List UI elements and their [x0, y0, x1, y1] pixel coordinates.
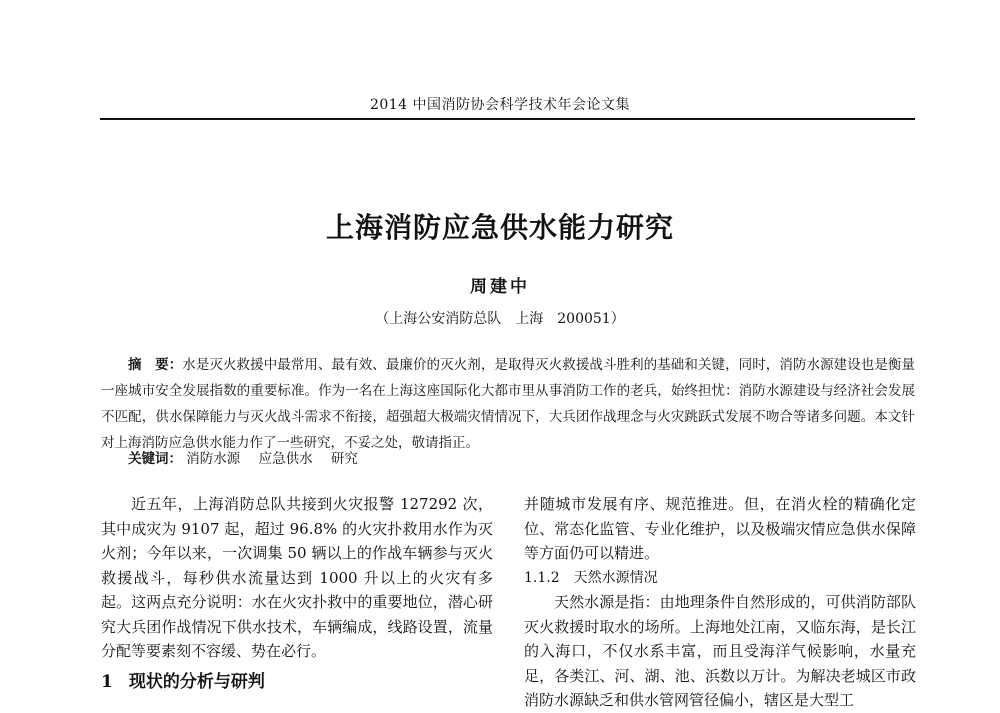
affiliation: （上海公安消防总队 上海 200051）: [375, 311, 625, 327]
section-heading: [101, 670, 493, 695]
body-paragraph: 近五年，上海消防总队共接到火灾报警 127292 次，其中成灾为 9107 起，超过 96.8% 的火灾扑救用水作为灭火剂；今年以来，一次调集 50 辆以上的作战车辆参与灭火救援战斗，每秒供水流量达到 1000 升以上的火灾有多起。这两点充分说明：水在火灾扑救中的重要地位，潜心研究大兵团作战情况下供水技术，车辆编成，线路设置，流量分配等要素刻不容缓、势在必行。: [101, 495, 493, 660]
running-header: 2014 中国消防协会科学技术年会论文集: [369, 97, 631, 113]
right-column: [524, 492, 916, 713]
abstract-text: 水是灭火救援中最常用、最有效、最廉价的灭火剂，是取得灭火救援战斗胜利的基础和关键，同时，消防水源建设也是衡量一座城市安全发展指数的重要标准。作为一名在上海这座国际化大都市里从事消防工作的老兵，始终担忧：消防水源建设与经济社会发展不匹配，供水保障能力与灭火战斗需求不衔接，超强超大极端灾情情况下，大兵团作战理念与火灾跳跃式发展不吻合等诸多问题。本文针对上海消防应急供水能力作了一些研究，不妥之处，敬请指正。: [101, 357, 915, 451]
section-number: 1: [101, 671, 113, 692]
author: 周建中: [470, 277, 530, 297]
section-title: 现状的分析与研判: [128, 671, 265, 692]
abstract: [101, 352, 915, 456]
paper-title: 上海消防应急供水能力研究: [325, 211, 674, 244]
header-rule: [100, 118, 915, 120]
keywords: [101, 446, 915, 472]
keyword: 应急供水: [258, 451, 313, 467]
left-column: [101, 492, 493, 694]
subsection-heading: [524, 566, 916, 591]
subsection-number: 1.1.2: [524, 569, 560, 586]
keywords-label: 关键词：: [128, 451, 182, 467]
keyword: 研究: [330, 451, 358, 467]
body-paragraph: 并随城市发展有序、规范推进。但，在消火栓的精确化定位、常态化监管、专业化维护，以及极端灾情应急供水保障等方面仍可以精进。: [524, 495, 916, 562]
abstract-label: 摘 要：: [128, 357, 183, 373]
keyword: 消防水源: [186, 451, 241, 467]
body-paragraph: 天然水源是指：由地理条件自然形成的，可供消防部队灭火救援时取水的场所。上海地处江南，又临东海，是长江的入海口，不仅水系丰富，而且受海洋气候影响，水量充足，各类江、河、湖、池、浜数以万计。为解决老城区市政消防水源缺乏和供水管网管径偏小，辖区是大型工: [524, 593, 916, 709]
subsection-title: 天然水源情况: [573, 569, 658, 586]
